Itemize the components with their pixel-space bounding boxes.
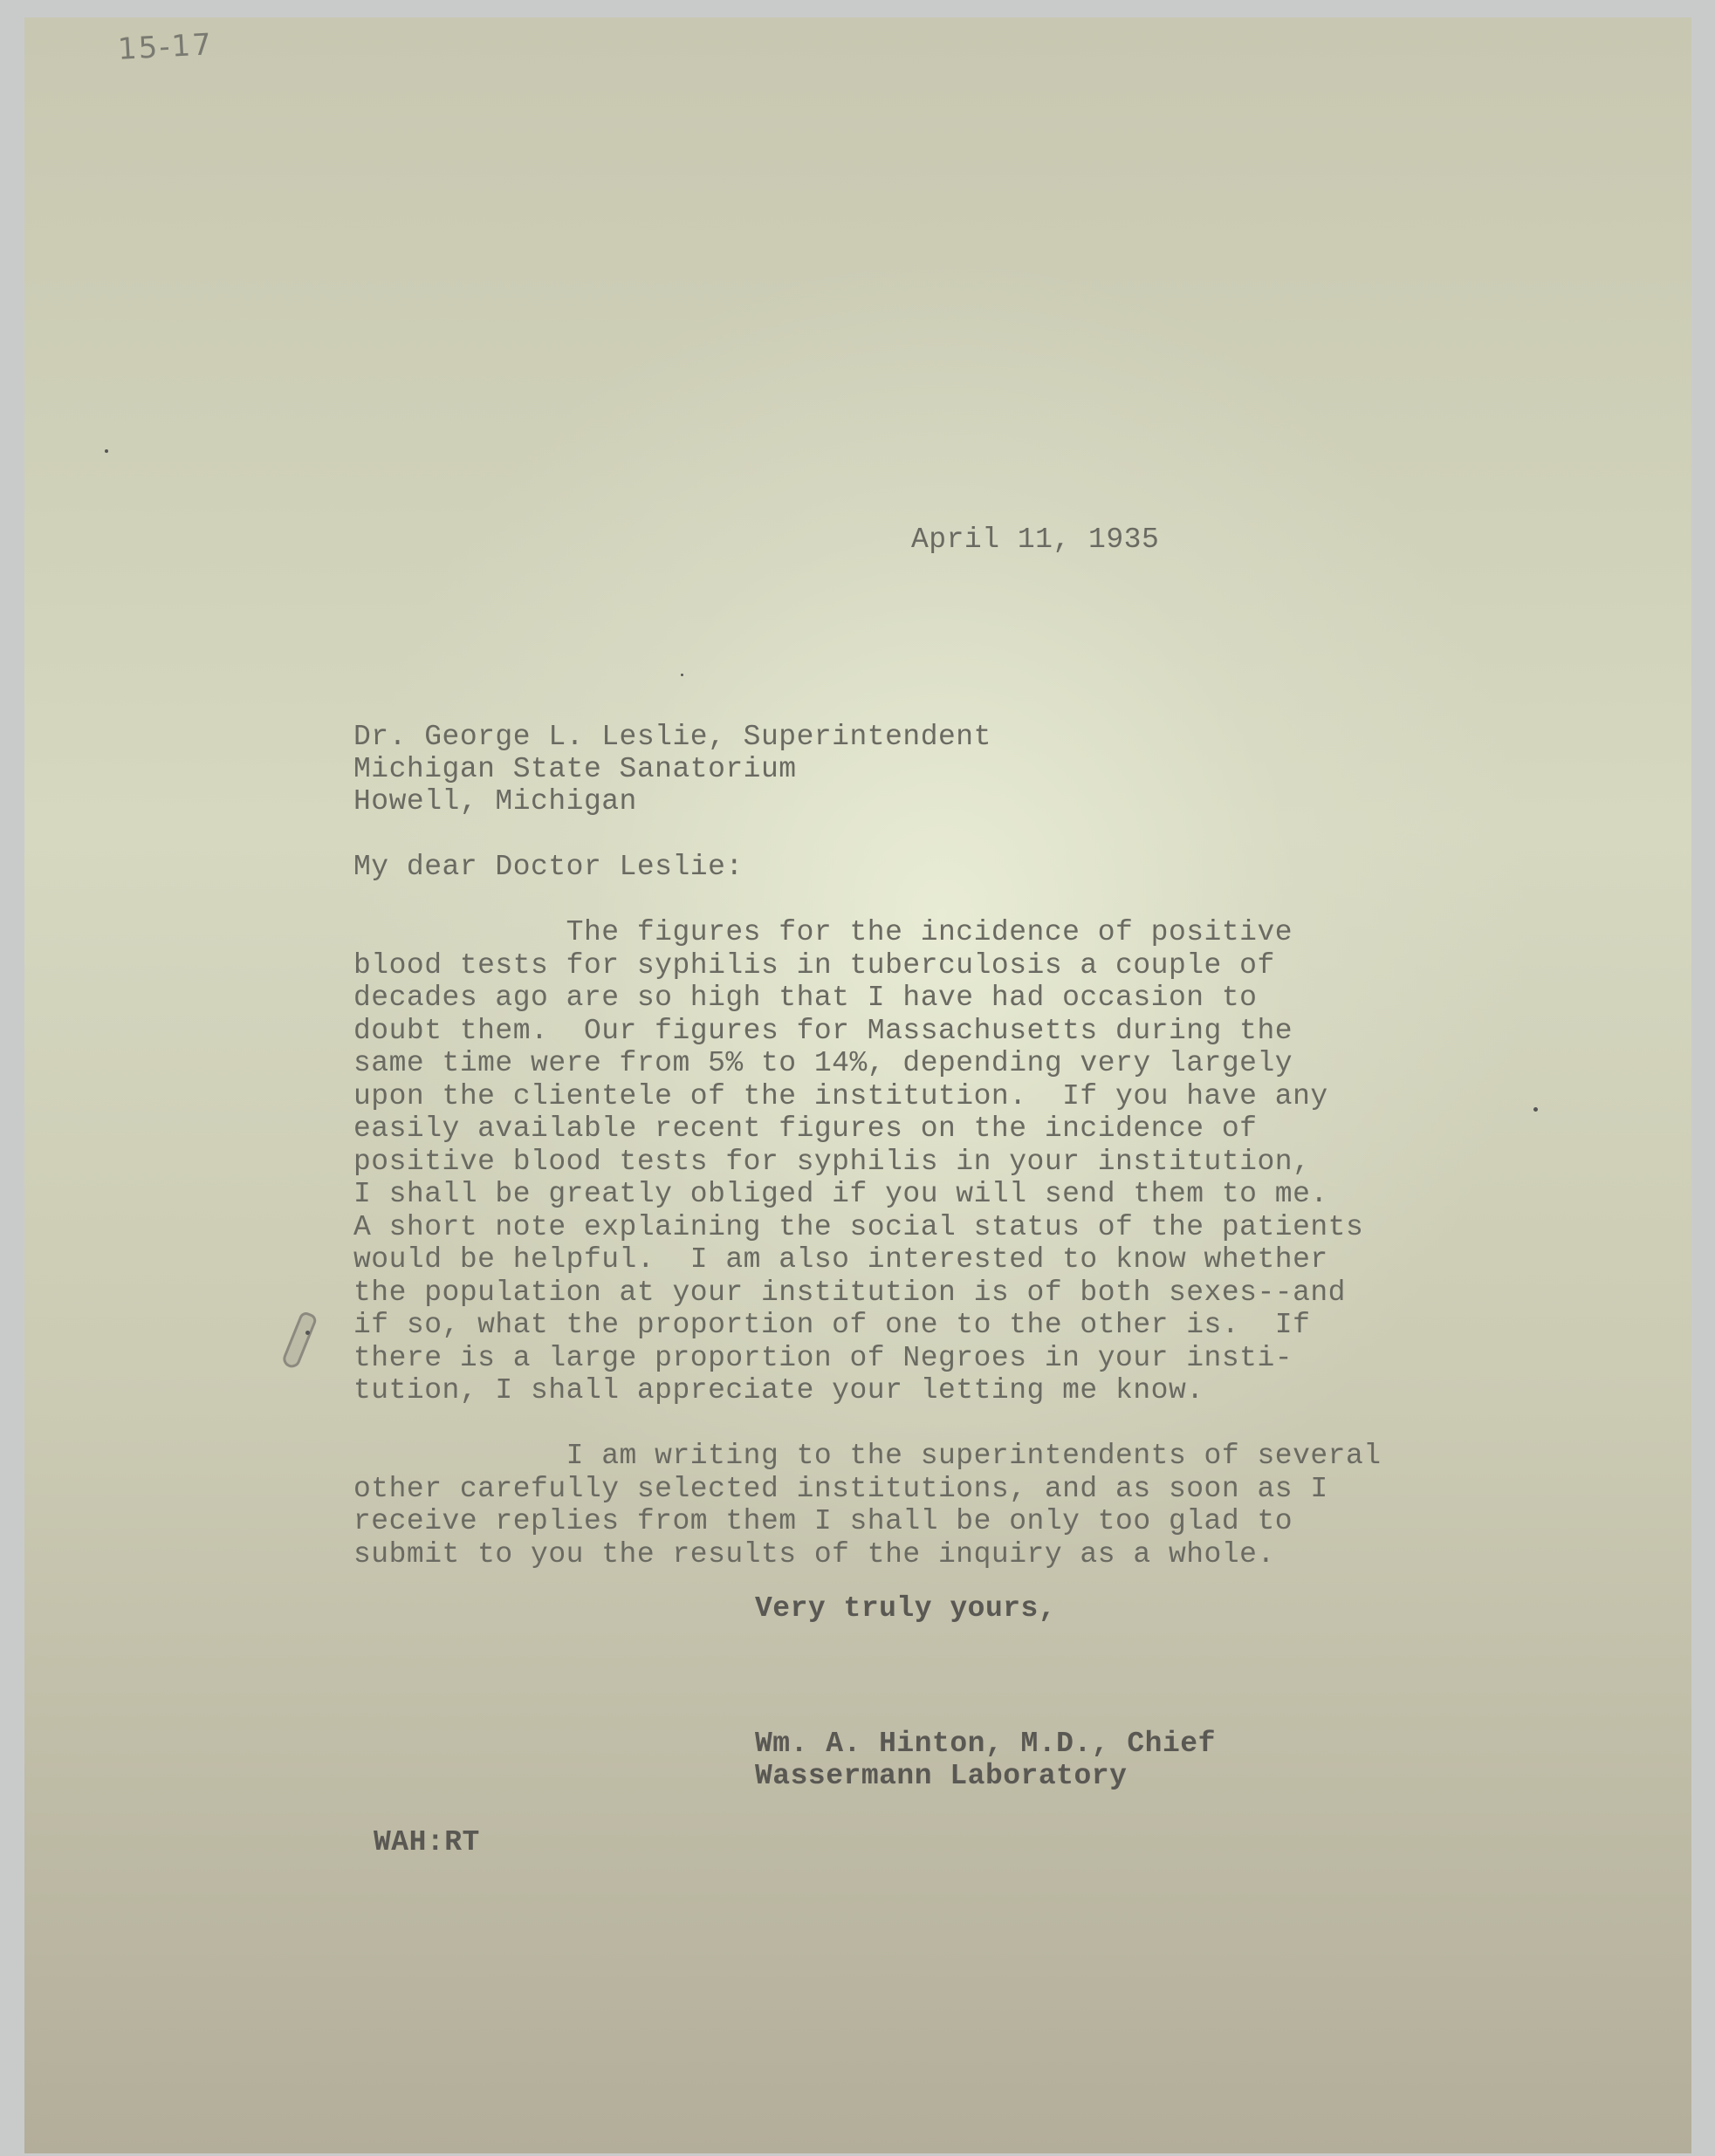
paragraph-line: tution, I shall appreciate your letting me know.: [353, 1374, 1204, 1407]
paragraph-line: same time were from 5% to 14%, depending very largely: [353, 1047, 1293, 1079]
handwritten-page-number: 15-17: [117, 27, 214, 67]
ink-speck: [105, 449, 108, 453]
paragraph-line: positive blood tests for syphilis in your institution,: [353, 1146, 1311, 1178]
signature-name: Wm. A. Hinton, M.D., Chief: [755, 1728, 1216, 1760]
recipient-city-line: Howell, Michigan: [353, 785, 637, 818]
signature-title: Wassermann Laboratory: [755, 1760, 1128, 1792]
paragraph-line: blood tests for syphilis in tuberculosis a couple of: [353, 949, 1275, 982]
paragraph-line: decades ago are so high that I have had occasion to: [353, 982, 1258, 1014]
paragraph-line: upon the clientele of the institution. If you have any: [353, 1080, 1328, 1112]
paragraph-line: there is a large proportion of Negroes in your insti-: [353, 1342, 1293, 1374]
paragraph-line: receive replies from them I shall be only too glad to: [353, 1505, 1293, 1537]
paragraph-line: The figures for the incidence of positive: [353, 916, 1293, 948]
recipient-name-line: Dr. George L. Leslie, Superintendent: [353, 721, 991, 753]
ink-speck: [1533, 1107, 1538, 1112]
closing: Very truly yours,: [755, 1592, 1057, 1625]
paragraph-line: would be helpful. I am also interested to know whether: [353, 1243, 1328, 1276]
paragraph-line: submit to you the results of the inquiry as a whole.: [353, 1538, 1275, 1571]
pencil-mark: [280, 1311, 318, 1371]
ink-speck: [681, 674, 683, 676]
paragraph-line: A short note explaining the social status of the patients: [353, 1211, 1364, 1243]
reference-initials: WAH:RT: [374, 1826, 480, 1858]
recipient-institution-line: Michigan State Sanatorium: [353, 753, 797, 785]
paragraph-line: I am writing to the superintendents of several: [353, 1440, 1382, 1472]
ink-speck: [305, 1331, 310, 1335]
paragraph-line: other carefully selected institutions, and as soon as I: [353, 1473, 1328, 1505]
letter-date: April 11, 1935: [911, 524, 1160, 556]
paragraph-line: I shall be greatly obliged if you will send them to me.: [353, 1178, 1328, 1210]
letter-page: [24, 17, 1691, 2153]
paragraph-line: easily available recent figures on the incidence of: [353, 1112, 1258, 1145]
salutation: My dear Doctor Leslie:: [353, 851, 744, 883]
paragraph-line: the population at your institution is of both sexes--and: [353, 1276, 1346, 1309]
paragraph-line: if so, what the proportion of one to the other is. If: [353, 1309, 1311, 1341]
paragraph-line: doubt them. Our figures for Massachusetts during the: [353, 1015, 1293, 1047]
